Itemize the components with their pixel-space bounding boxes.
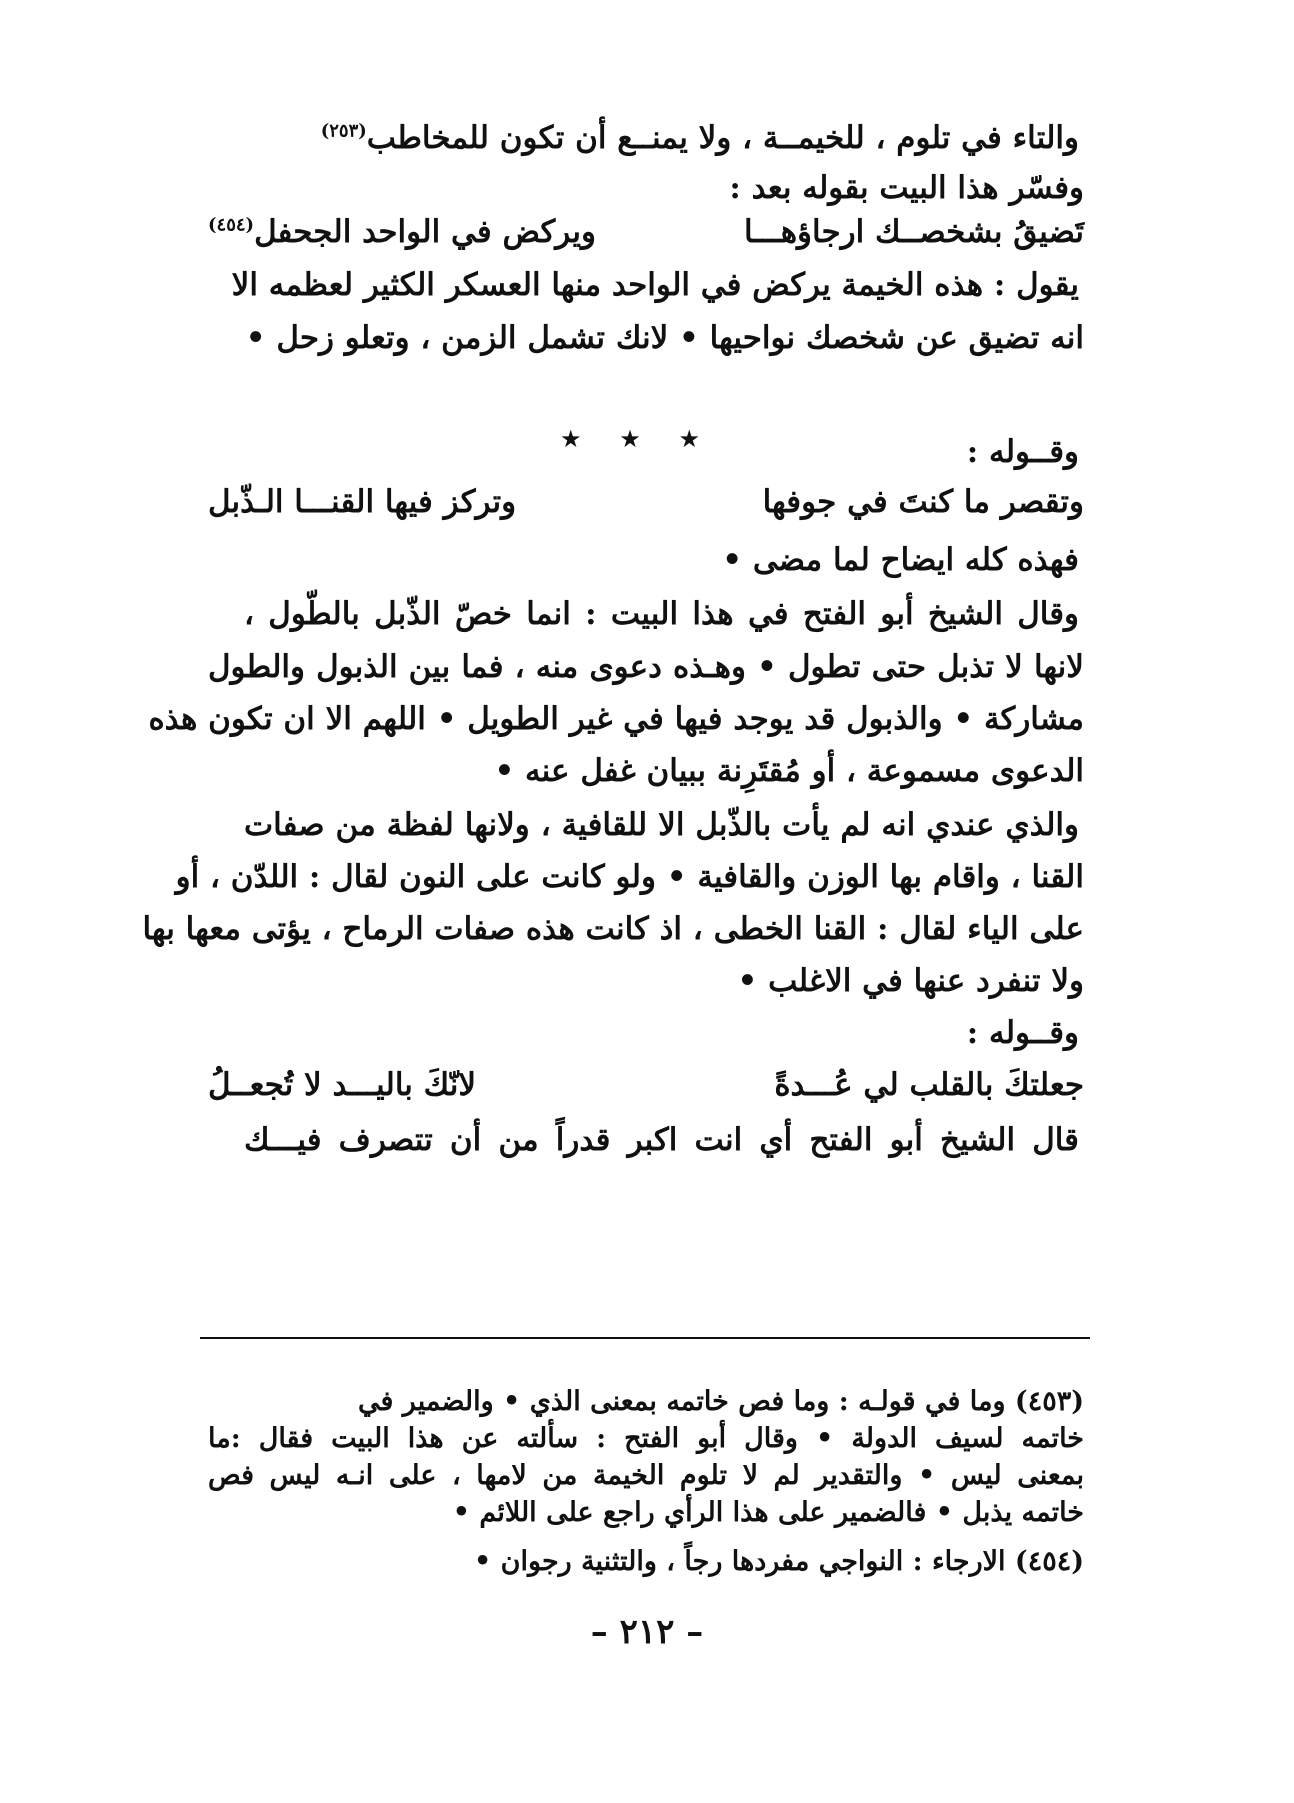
verse-1-first-hemistich: تَضيقُ بشخصــك ارجاؤهـــا xyxy=(744,214,1084,250)
body-line-19: قال الشيخ أبو الفتح أي انت اكبر قدراً من أن تتصرف فيـــك xyxy=(244,1122,1079,1158)
body-line-10: لانها لا تذبل حتى تطول • وهـذه دعوى منه ، فما بين الذبول والطول xyxy=(208,649,1084,685)
body-line-17: وقــوله : xyxy=(966,1015,1079,1051)
footnote-divider xyxy=(200,1337,1090,1339)
verse-3 xyxy=(208,1065,1084,1105)
verse-2-first-hemistich: وتقصر ما كنتَ في جوفها xyxy=(762,484,1084,520)
body-line-11: مشاركة • والذبول قد يوجد فيها في غير الطويل • اللهم الا ان تكون هذه xyxy=(148,701,1084,737)
verse-2 xyxy=(208,482,1084,522)
star-icon: ★ xyxy=(619,425,641,453)
body-line-4: يقول : هذه الخيمة يركض في الواحد منها العسكر الكثير لعظمه الا xyxy=(231,267,1079,303)
footnote-453-line-2: خاتمه لسيف الدولة • وقال أبو الفتح : سألته عن هذا البيت فقال :ما xyxy=(208,1423,1084,1454)
footnote-ref-454: (٤٥٤) xyxy=(208,214,255,236)
body-line-1 xyxy=(244,118,1079,158)
body-line-2: وفسّر هذا البيت بقوله بعد : xyxy=(729,170,1084,206)
verse-3-second-hemistich: لانّكَ باليـــد لا تُجعــلُ xyxy=(208,1067,477,1103)
footnote-453-line-4: خاتمه يذبل • فالضمير على هذا الرأي راجع على اللائم • xyxy=(452,1497,1084,1528)
body-line-9: وقال الشيخ أبو الفتح في هذا البيت : انما خصّ الذّبل بالطّول ، xyxy=(244,596,1079,632)
body-line-8: فهذه كله ايضاح لما مضى • xyxy=(722,542,1079,578)
body-line-12: الدعوى مسموعة ، أو مُقتَرِنة ببيان غفل عنه • xyxy=(494,753,1084,789)
verse-3-first-hemistich: جعلتكَ بالقلب لي عُـــدةً xyxy=(774,1067,1084,1103)
body-line-1-text: والتاء في تلوم ، للخيمــة ، ولا يمنــع أن تكون للمخاطب xyxy=(366,120,1079,156)
star-icon: ★ xyxy=(560,425,582,453)
body-line-6: وقــوله : xyxy=(966,434,1079,470)
verse-1-second-hemistich xyxy=(208,212,596,252)
footnote-ref-453: (٢٥٣) xyxy=(320,120,367,142)
body-line-15: على الياء لقال : القنا الخطى ، اذ كانت هذه صفات الرماح ، يؤتى معها بها xyxy=(142,911,1084,947)
star-icon: ★ xyxy=(678,425,700,453)
footnote-453-line-1: (٤٥٣) وما في قولـه : وما فص خاتمه بمعنى الذي • والضمير في xyxy=(357,1386,1084,1417)
footnote-454: (٤٥٤) الارجاء : النواجي مفردها رجاً ، والتثنية رجوان • xyxy=(474,1546,1084,1577)
verse-1 xyxy=(208,212,1084,252)
body-line-5: انه تضيق عن شخصك نواحيها • لانك تشمل الزمن ، وتعلو زحل • xyxy=(245,320,1084,356)
body-line-14: القنا ، واقام بها الوزن والقافية • ولو كانت على النون لقال : اللدّن ، أو xyxy=(175,859,1084,895)
body-line-13: والذي عندي انه لم يأت بالذّبل الا للقافية ، ولانها لفظة من صفات xyxy=(244,807,1079,843)
footnote-453-line-3: بمعنى ليس • والتقدير لم لا تلوم الخيمة من لامها ، على انـه ليس فص xyxy=(208,1460,1084,1491)
page-number: – ٢١٢ – xyxy=(590,1612,704,1652)
body-line-16: ولا تنفرد عنها في الاغلب • xyxy=(737,963,1084,999)
verse-1-second-text: ويركض في الواحد الجحفل xyxy=(254,214,596,250)
verse-2-second-hemistich: وتركز فيها القنـــا الـذّبل xyxy=(208,484,517,520)
